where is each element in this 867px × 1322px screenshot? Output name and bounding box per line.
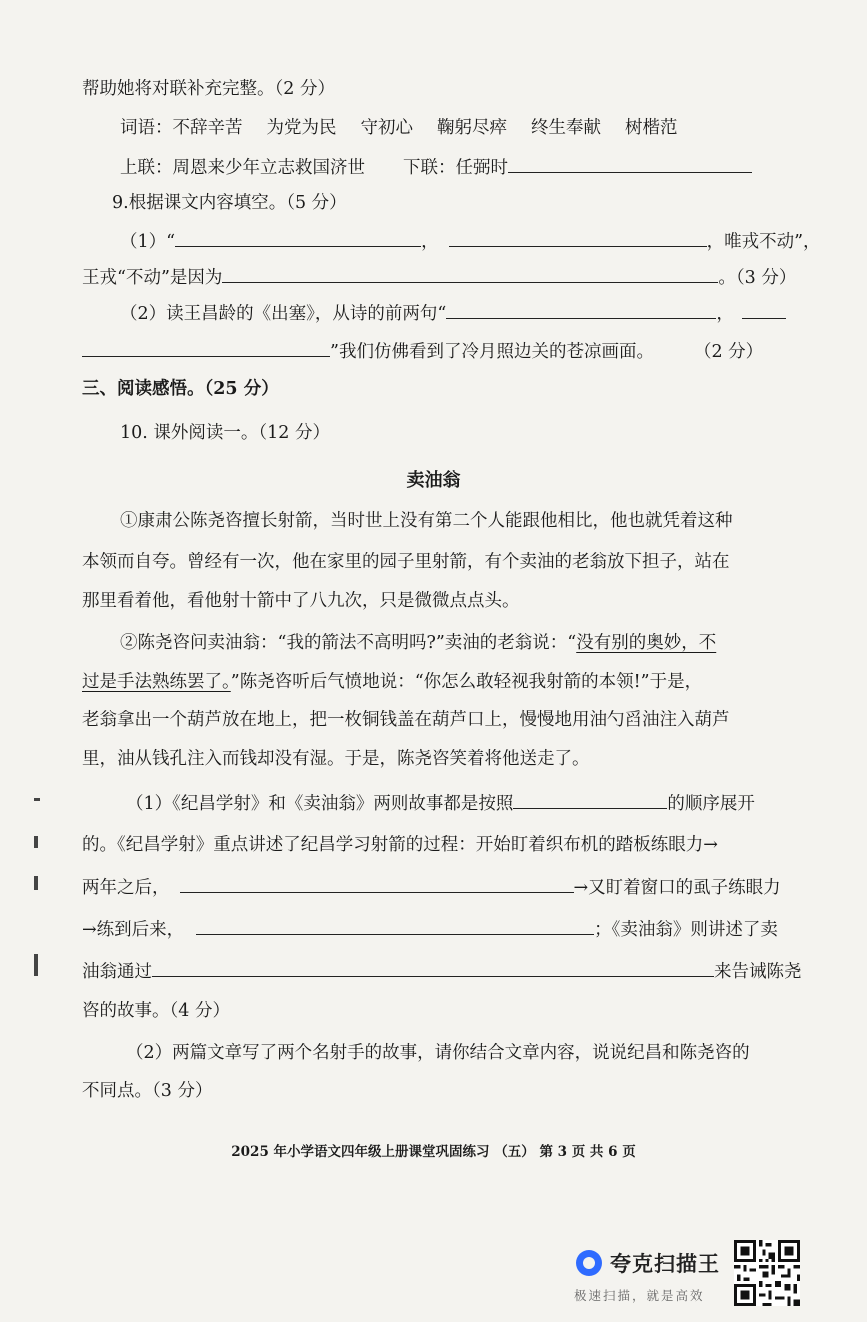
- q9-p1-end: ，唯戎不动”，: [706, 232, 821, 252]
- scanner-watermark: [572, 1236, 732, 1306]
- q9-heading: 9.根据课文内容填空。（5 分）: [112, 193, 347, 213]
- word-item: 不辞辛苦: [172, 118, 243, 138]
- q9-part2-line2: [82, 338, 763, 365]
- q9-part1-line1: [120, 228, 821, 255]
- q10-1-line1: [126, 790, 755, 817]
- scan-mark: [34, 954, 38, 976]
- word-item: 守初心: [360, 118, 413, 138]
- upper-couplet: 上联：周恩来少年立志救国济世: [120, 158, 365, 178]
- q9-p1-blank-1[interactable]: [175, 228, 421, 247]
- q9-p1-blank-2[interactable]: [449, 228, 707, 247]
- q10-1-line4-tail: ；《卖油翁》则讲述了卖: [594, 920, 778, 940]
- word-item: 为党为民: [266, 118, 337, 138]
- passage-para2-line4: 里，油从钱孔注入而钱却没有湿。于是，陈尧咨笑着将他送走了。: [82, 749, 590, 769]
- q10-1-line4: [82, 916, 778, 943]
- q8-couplets: [120, 154, 752, 181]
- scan-mark: [34, 876, 38, 890]
- q10-1-line5-text: 油翁通过: [82, 962, 152, 982]
- q10-2-line1: （2）两篇文章写了两个名射手的故事，请你结合文章内容，说说纪昌和陈尧咨的: [126, 1043, 750, 1063]
- q9-p1-line2-text: 王戎“不动”是因为: [82, 268, 223, 288]
- q9-part1-line2: [82, 264, 796, 291]
- scan-mark: [34, 798, 40, 801]
- q10-1-line6: 咨的故事。（4 分）: [82, 1001, 230, 1021]
- passage-para1-line3: 那里看着他，看他射十箭中了八九次，只是微微点点头。: [82, 591, 520, 611]
- q10-1-line4-text: →练到后来，: [82, 920, 185, 940]
- passage-title: 卖油翁: [406, 470, 461, 491]
- quark-logo-icon: [576, 1250, 602, 1276]
- q9-p2-score: （2 分）: [693, 342, 764, 362]
- q10-1-line3-text: 两年之后，: [82, 878, 170, 898]
- q8-instruction: 帮助她将对联补充完整。（2 分）: [82, 79, 335, 99]
- lower-couplet: 下联：任弼时: [403, 158, 508, 178]
- lower-couplet-blank[interactable]: [508, 154, 752, 173]
- para2-line1-text: ②陈尧咨问卖油翁：“我的箭法不高明吗?”卖油的老翁说：“: [120, 633, 577, 653]
- q9-part2-line1: [120, 300, 786, 327]
- q9-p2-start: （2）读王昌龄的《出塞》，从诗的前两句“: [120, 304, 447, 324]
- para2-underlined-sentence-part2: 过是手法熟练罢了。: [82, 672, 231, 692]
- word-item: 树楷范: [625, 118, 678, 138]
- qr-code-icon: [734, 1240, 800, 1306]
- q9-p1-start: （1）“: [120, 232, 176, 252]
- word-item: 终生奉献: [531, 118, 601, 138]
- q8-word-bank: [120, 115, 678, 141]
- q9-p2-blank-2b[interactable]: [82, 338, 330, 357]
- q10-1-blank-order[interactable]: [513, 790, 667, 809]
- passage-para2-line1: [120, 630, 716, 656]
- q10-1-line3-tail: →又盯着窗口的虱子练眼力: [573, 878, 781, 898]
- word-bank-label: 词语：: [120, 118, 173, 138]
- section3-heading: 三、阅读感悟。（25 分）: [82, 379, 279, 399]
- passage-para2-line3: 老翁拿出一个葫芦放在地上，把一枚铜钱盖在葫芦口上，慢慢地用油勺舀油注入葫芦: [82, 710, 730, 730]
- q10-1-blank-two-years[interactable]: [180, 874, 574, 893]
- passage-para1-line1: ①康肃公陈尧咨擅长射箭，当时世上没有第二个人能跟他相比，他也就凭着这种: [120, 511, 733, 531]
- q10-1-line2: 的。《纪昌学射》重点讲述了纪昌学习射箭的过程：开始盯着织布机的踏板练眼力→: [82, 835, 718, 855]
- page-footer: 2025 年小学语文四年级上册课堂巩固练习 （五） 第 3 页 共 6 页: [231, 1144, 636, 1160]
- q9-p1-comma: ，: [421, 232, 439, 252]
- q10-1-line5: [82, 958, 802, 985]
- passage-para1-line2: 本领而自夸。曾经有一次，他在家里的园子里射箭，有个卖油的老翁放下担子，站在: [82, 552, 730, 572]
- q9-p2-comma: ，: [716, 304, 734, 324]
- q10-1-line1-text: （1）《纪昌学射》和《卖油翁》两则故事都是按照: [126, 794, 514, 814]
- scan-mark: [34, 836, 38, 848]
- q10-heading: 10. 课外阅读一。（12 分）: [120, 423, 330, 443]
- q9-p2-blank-1[interactable]: [446, 300, 716, 319]
- q10-1-blank-oil-seller[interactable]: [152, 958, 714, 977]
- q9-p1-score: 。（3 分）: [718, 268, 797, 288]
- q9-p2-end: ”我们仿佛看到了冷月照边关的苍凉画面。: [330, 342, 654, 362]
- q9-p2-blank-2a[interactable]: [742, 300, 786, 319]
- watermark-slogan: 极速扫描，就是高效: [574, 1288, 705, 1303]
- passage-para2-line2: [82, 669, 702, 695]
- para2-line2-text: ”陈尧咨听后气愤地说：“你怎么敢轻视我射箭的本领!”于是，: [230, 672, 703, 692]
- q10-1-line1-tail: 的顺序展开: [667, 794, 755, 814]
- word-item: 鞠躬尽瘁: [437, 118, 507, 138]
- q9-p1-blank-3[interactable]: [222, 264, 718, 283]
- q10-1-blank-later[interactable]: [196, 916, 594, 935]
- q10-2-line2: 不同点。（3 分）: [82, 1081, 213, 1101]
- q10-1-line3: [82, 874, 781, 901]
- q10-1-line5-tail: 来告诫陈尧: [714, 962, 802, 982]
- watermark-app-name: 夸克扫描王: [610, 1252, 720, 1276]
- para2-underlined-sentence-part1: 没有别的奥妙，不: [576, 633, 717, 653]
